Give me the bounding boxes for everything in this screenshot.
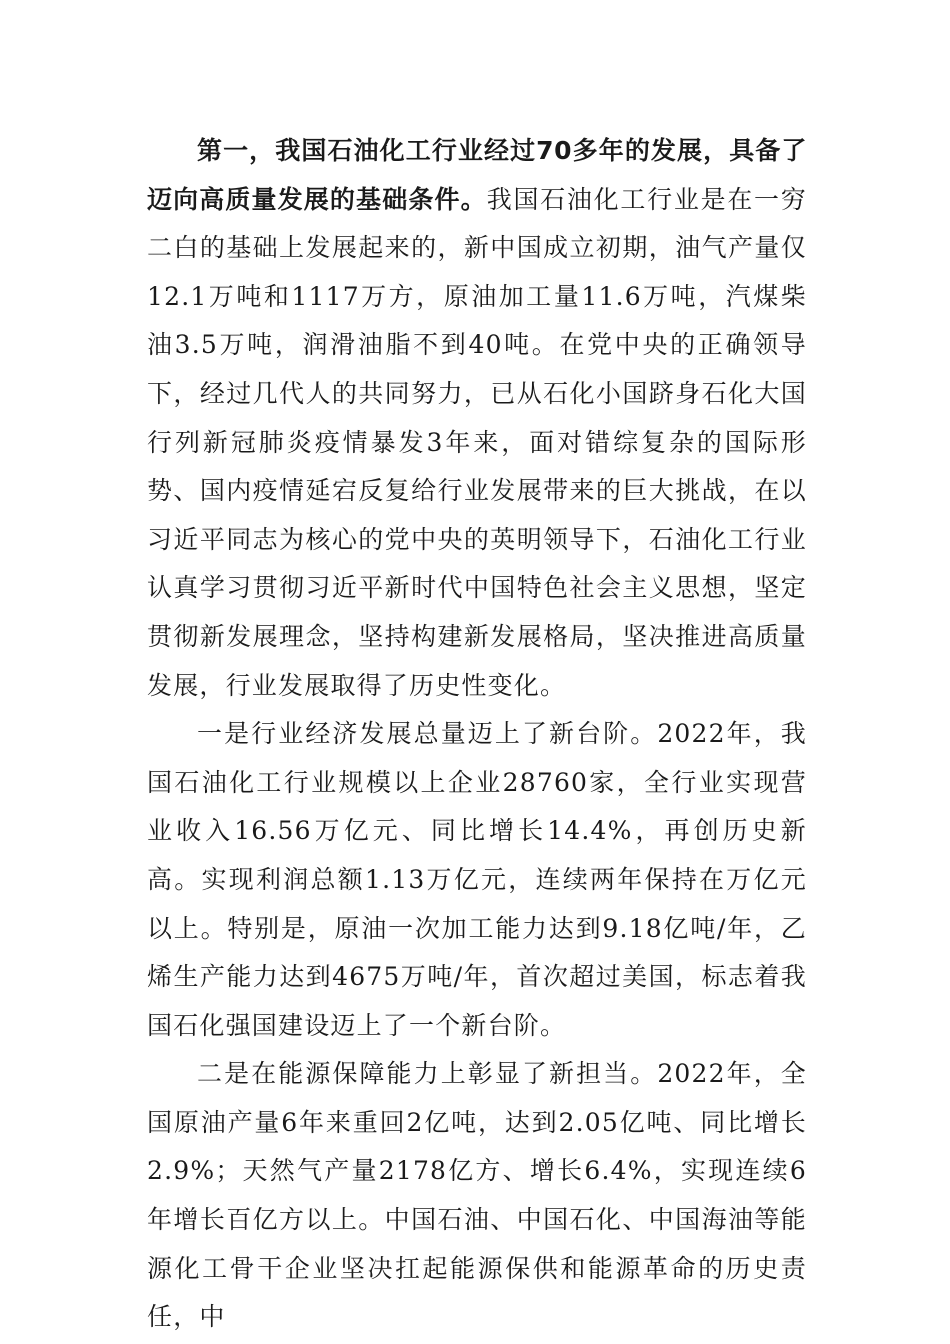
paragraph-2 xyxy=(147,710,807,1050)
paragraph-3-body: 二是在能源保障能力上彰显了新担当。2022年，全国原油产量6年来重回2亿吨，达到2.05亿吨、同比增长2.9%；天然气产量2178亿方、增长6.4%，实现连续6年增长百亿方以上。中国石油、中国石化、中国海油等能源化工骨干企业坚决扛起能源保供和能源革命的历史责任，中 xyxy=(147,1059,807,1332)
paragraph-1 xyxy=(147,127,807,710)
paragraph-1-body: 我国石油化工行业是在一穷二白的基础上发展起来的，新中国成立初期，油气产量仅12.1万吨和1117万方，原油加工量11.6万吨，汽煤柴油3.5万吨，润滑油脂不到40吨。在党中央的正确领导下，经过几代人的共同努力，已从石化小国跻身石化大国行列新冠肺炎疫情暴发3年来，面对错综复杂的国际形势、国内疫情延宕反复给行业发展带来的巨大挑战，在以习近平同志为核心的党中央的英明领导下，石油化工行业认真学习贯彻习近平新时代中国特色社会主义思想，坚定贯彻新发展理念，坚持构建新发展格局，坚决推进高质量发展，行业发展取得了历史性变化。 xyxy=(147,184,807,700)
paragraph-3 xyxy=(147,1050,807,1342)
paragraph-2-body: 一是行业经济发展总量迈上了新台阶。2022年，我国石油化工行业规模以上企业28760家，全行业实现营业收入16.56万亿元、同比增长14.4%，再创历史新高。实现利润总额1.13万亿元，连续两年保持在万亿元以上。特别是，原油一次加工能力达到9.18亿吨/年，乙烯生产能力达到4675万吨/年，首次超过美国，标志着我国石化强国建设迈上了一个新台阶。 xyxy=(147,719,807,1040)
paragraph-1-lead: 第一，我国石油化工行业经过70多年的发展，具备了迈向高质量发展的基础条件。 xyxy=(147,136,807,214)
document-body xyxy=(147,127,807,1342)
